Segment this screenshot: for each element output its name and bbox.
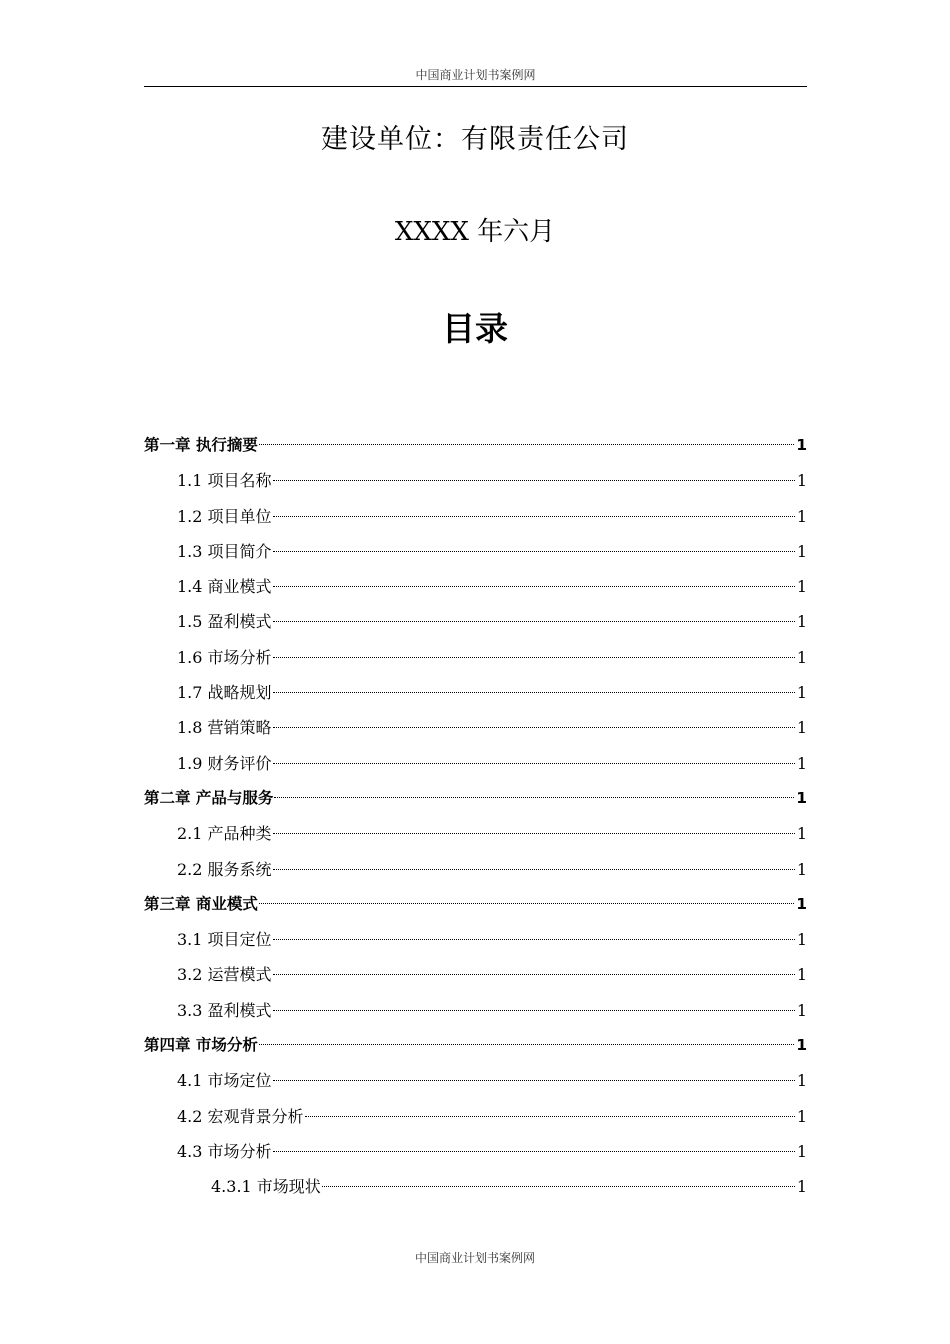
toc-entry-page-number: 1	[796, 1000, 807, 1020]
toc-entry-label: 4.2 宏观背景分析	[177, 1106, 304, 1126]
toc-entry-page-number: 1	[796, 683, 807, 703]
toc-dot-leader	[273, 939, 795, 940]
toc-entry[interactable]	[144, 1134, 807, 1169]
date-line: XXXX 年六月	[394, 217, 556, 247]
toc-entry-label: 第一章 执行摘要	[144, 436, 258, 454]
toc-entry[interactable]	[144, 993, 807, 1028]
footer-text: 中国商业计划书案例网	[414, 1251, 535, 1265]
toc-dot-leader	[273, 586, 795, 587]
toc-entry[interactable]	[144, 1028, 807, 1063]
toc-entry[interactable]	[144, 710, 807, 745]
toc-entry-page-number: 1	[796, 965, 807, 985]
toc-entry-label: 第二章 产品与服务	[144, 788, 274, 807]
toc-entry-page-number: 1	[796, 718, 807, 738]
toc-entry[interactable]	[144, 604, 807, 639]
toc-entry-page-number: 1	[796, 612, 807, 632]
toc-entry-label: 1.6 市场分析	[177, 647, 272, 667]
toc-dot-leader	[273, 480, 795, 481]
toc-dot-leader	[273, 1010, 795, 1011]
toc-entry[interactable]	[144, 1063, 807, 1098]
toc-entry-page-number: 1	[796, 1036, 807, 1055]
toc-entry-page-number: 1	[796, 894, 807, 913]
toc-title: 目录	[442, 309, 508, 348]
toc-entry[interactable]	[144, 957, 807, 992]
table-of-contents	[144, 428, 807, 1205]
toc-entry-label: 4.3 市场分析	[177, 1141, 272, 1161]
toc-entry-label: 1.8 营销策略	[177, 718, 272, 738]
toc-dot-leader	[259, 444, 794, 445]
toc-entry[interactable]	[144, 816, 807, 851]
toc-dot-leader	[273, 657, 795, 658]
toc-entry[interactable]	[144, 534, 807, 569]
toc-entry-label: 1.9 财务评价	[177, 753, 272, 773]
toc-dot-leader	[274, 797, 794, 798]
toc-dot-leader	[273, 727, 795, 728]
toc-entry-label: 第三章 商业模式	[144, 894, 258, 913]
toc-dot-leader	[273, 621, 795, 622]
toc-entry[interactable]	[144, 675, 807, 710]
toc-entry-label: 3.2 运营模式	[177, 965, 272, 985]
toc-entry[interactable]	[144, 428, 807, 463]
toc-dot-leader	[322, 1186, 795, 1187]
toc-entry[interactable]	[144, 569, 807, 604]
toc-entry-page-number: 1	[796, 859, 807, 879]
toc-dot-leader	[273, 692, 795, 693]
toc-dot-leader	[273, 1151, 795, 1152]
toc-entry-label: 1.4 商业模式	[177, 577, 272, 597]
toc-dot-leader	[273, 1080, 795, 1081]
toc-entry-page-number: 1	[796, 436, 807, 454]
toc-entry[interactable]	[144, 640, 807, 675]
toc-entry[interactable]	[144, 781, 807, 816]
toc-entry-label: 1.2 项目单位	[177, 506, 272, 526]
toc-entry-page-number: 1	[796, 1071, 807, 1091]
toc-entry-page-number: 1	[796, 753, 807, 773]
toc-entry-page-number: 1	[796, 647, 807, 667]
toc-dot-leader	[305, 1116, 795, 1117]
toc-entry-label: 4.1 市场定位	[177, 1071, 272, 1091]
toc-dot-leader	[273, 551, 795, 552]
toc-entry[interactable]	[144, 1169, 807, 1204]
toc-dot-leader	[273, 516, 795, 517]
company-line: 建设单位：有限责任公司	[321, 124, 629, 155]
header-text: 中国商业计划书案例网	[415, 68, 536, 82]
toc-entry-page-number: 1	[796, 1106, 807, 1126]
toc-entry-label: 第四章 市场分析	[144, 1036, 258, 1055]
toc-entry-label: 1.3 项目简介	[177, 541, 272, 561]
toc-entry-page-number: 1	[796, 577, 807, 597]
toc-entry-label: 1.7 战略规划	[177, 683, 272, 703]
toc-entry-label: 4.3.1 市场现状	[211, 1177, 321, 1197]
toc-dot-leader	[259, 1044, 794, 1045]
toc-entry-page-number: 1	[796, 788, 807, 807]
page-footer	[0, 1249, 950, 1267]
toc-entry-label: 1.5 盈利模式	[177, 612, 272, 632]
toc-entry-label: 1.1 项目名称	[177, 471, 272, 491]
page-header	[144, 66, 807, 87]
toc-dot-leader	[273, 974, 795, 975]
toc-entry[interactable]	[144, 746, 807, 781]
toc-entry[interactable]	[144, 1099, 807, 1134]
toc-entry-page-number: 1	[796, 1177, 807, 1197]
toc-entry[interactable]	[144, 852, 807, 887]
toc-entry-page-number: 1	[796, 930, 807, 950]
toc-dot-leader	[273, 869, 795, 870]
toc-entry[interactable]	[144, 922, 807, 957]
toc-entry-page-number: 1	[796, 506, 807, 526]
toc-entry-label: 2.2 服务系统	[177, 859, 272, 879]
toc-entry-page-number: 1	[796, 824, 807, 844]
toc-entry-page-number: 1	[796, 1141, 807, 1161]
toc-dot-leader	[259, 903, 794, 904]
toc-entry[interactable]	[144, 499, 807, 534]
toc-entry[interactable]	[144, 887, 807, 922]
toc-dot-leader	[273, 833, 795, 834]
toc-entry-label: 3.3 盈利模式	[177, 1000, 272, 1020]
toc-entry-page-number: 1	[796, 471, 807, 491]
toc-entry-label: 3.1 项目定位	[177, 930, 272, 950]
toc-entry-label: 2.1 产品种类	[177, 824, 272, 844]
toc-entry[interactable]	[144, 463, 807, 498]
toc-dot-leader	[273, 763, 795, 764]
toc-entry-page-number: 1	[796, 541, 807, 561]
